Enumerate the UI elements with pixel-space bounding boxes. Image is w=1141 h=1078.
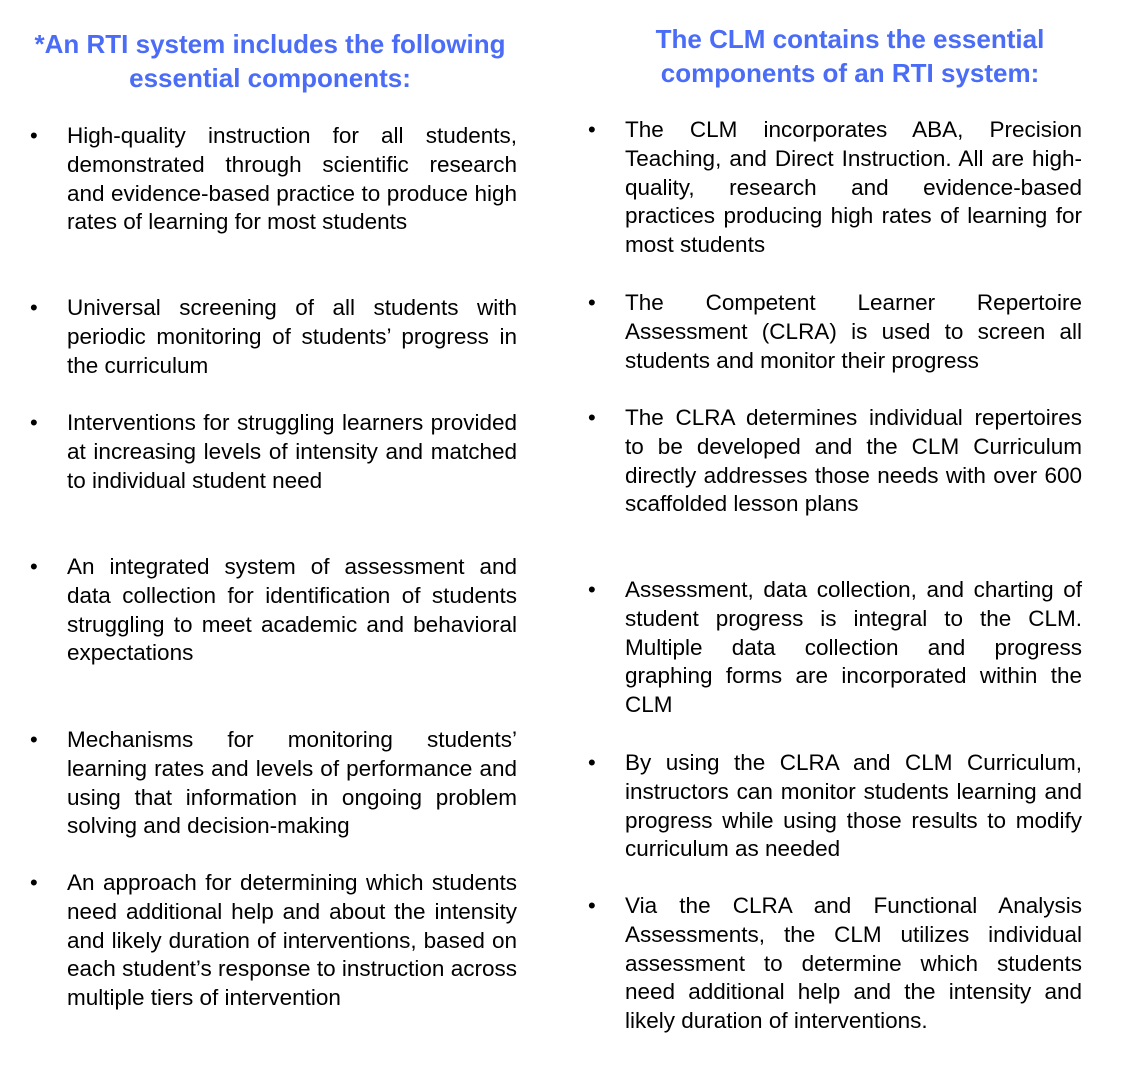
bullet-icon: • [588, 893, 596, 918]
list-item-text: The Competent Learner Repertoire Assessment (CLRA) is used to screen all students and monitor their progress [625, 290, 1082, 373]
list-item-text: The CLRA determines individual repertoires to be developed and the CLM Curriculum directly addresses those needs with over 600 scaffolded lesson plans [625, 405, 1082, 517]
list-item-text: High-quality instruction for all students, demonstrated through scientific research and evidence-based practice to produce high rates of learning for most students [67, 123, 517, 235]
list-item-text: An integrated system of assessment and data collection for identification of students struggling to meet academic and behavioral expectations [67, 554, 517, 666]
bullet-icon: • [30, 727, 38, 752]
bullet-icon: • [30, 410, 38, 435]
list-item-text: An approach for determining which students need additional help and about the intensity and likely duration of interventions, based on each student’s response to instruction across multiple tiers of intervention [67, 870, 517, 1011]
list-item-text: The CLM incorporates ABA, Precision Teaching, and Direct Instruction. All are high-quality, research and evidence-based practices producing high rates of learning for most students [625, 117, 1082, 258]
list-item-text: Interventions for struggling learners provided at increasing levels of intensity and matched to individual student need [67, 410, 517, 493]
list-item-text: Universal screening of all students with periodic monitoring of students’ progress in the curriculum [67, 295, 517, 378]
right-heading: The CLM contains the essential components of an RTI system: [655, 24, 1045, 88]
bullet-icon: • [588, 750, 596, 775]
list-item-text: Via the CLRA and Functional Analysis Assessments, the CLM utilizes individual assessment to determine which students need additional help and the intensity and likely duration of interventions. [625, 893, 1082, 1034]
bullet-icon: • [588, 117, 596, 142]
list-item-text: Mechanisms for monitoring students’ learning rates and levels of performance and using that information in ongoing problem solving and decision-making [67, 727, 517, 839]
left-heading: *An RTI system includes the following essential components: [34, 29, 506, 93]
bullet-icon: • [588, 577, 596, 602]
bullet-icon: • [588, 405, 596, 430]
list-item-text: Assessment, data collection, and charting of student progress is integral to the CLM. Multiple data collection and progress graphing forms are incorporated within the CLM [625, 577, 1082, 718]
bullet-icon: • [30, 870, 38, 895]
bullet-icon: • [30, 123, 38, 148]
bullet-icon: • [588, 290, 596, 315]
bullet-icon: • [30, 295, 38, 320]
bullet-icon: • [30, 554, 38, 579]
list-item-text: By using the CLRA and CLM Curriculum, instructors can monitor students learning and progress while using those results to modify curriculum as needed [625, 750, 1082, 862]
